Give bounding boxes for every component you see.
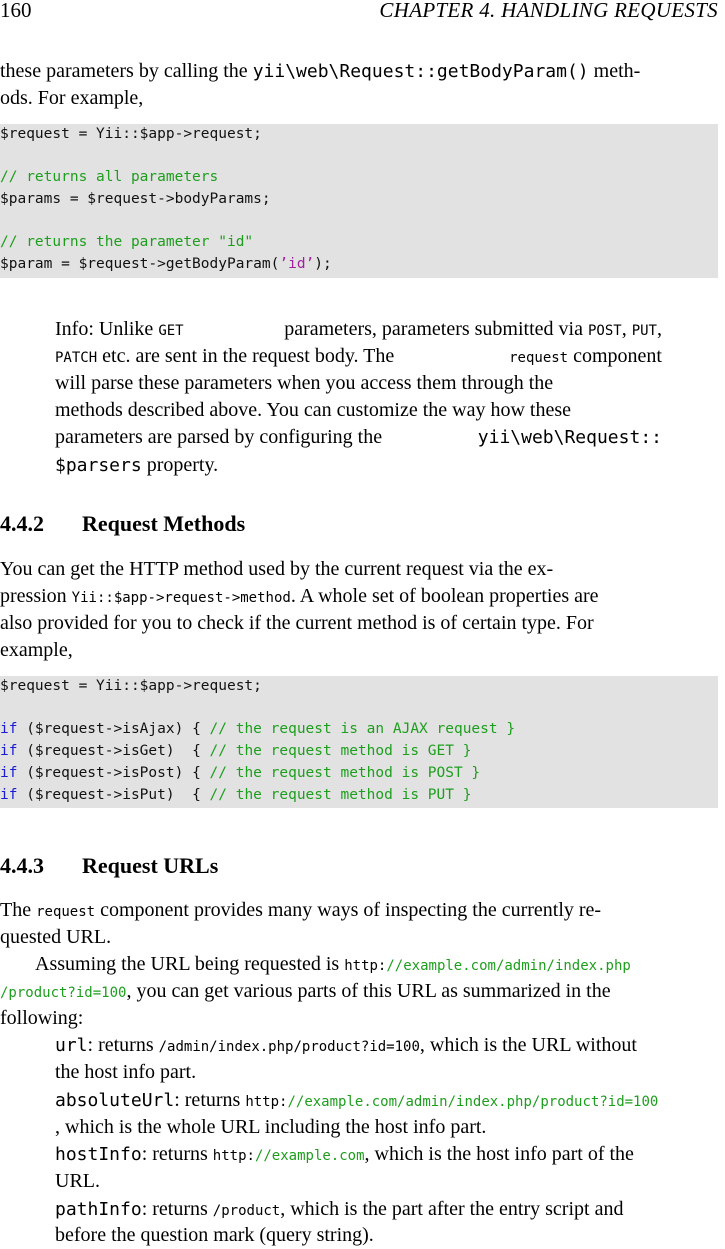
def-host-info-cont: URL.	[55, 1170, 100, 1192]
def-path-info: pathInfo: returns /product, which is the part after the entry script and	[55, 1198, 624, 1220]
code-block-body-params	[0, 124, 718, 278]
code-line: $request = Yii::$app->request;	[0, 678, 262, 694]
methods-line-3: also provided for you to check if the current method is of certain type. For	[0, 612, 594, 634]
term: pathInfo	[55, 1199, 142, 1220]
code-line: if ($request->isGet) { // the request method is GET }	[0, 743, 472, 759]
def-url-cont: the host info part.	[55, 1061, 197, 1083]
code-line: $param = $request->getBodyParam(’id’);	[0, 256, 332, 272]
methods-line-1: You can get the HTTP method used by the current request via the ex-	[0, 558, 554, 580]
code-line: if ($request->isAjax) { // the request is an AJAX request }	[0, 721, 516, 737]
inline-code: Yii::$app->request->method	[71, 590, 291, 606]
code-comment: // returns the parameter "id"	[0, 234, 254, 250]
section-heading-request-methods	[0, 511, 245, 537]
code-line: if ($request->isPut) { // the request method is PUT }	[0, 787, 472, 803]
intro-line-2: ods. For example,	[0, 87, 144, 109]
inline-code: yii\web\Request::getBodyParam()	[252, 61, 589, 82]
def-path-info-cont: before the question mark (query string).	[55, 1224, 374, 1246]
url-link: //example.com/admin/index.php/product?id=100	[287, 1094, 659, 1110]
url-link: //example.com	[254, 1148, 365, 1164]
term: hostInfo	[55, 1144, 142, 1165]
section-number: 4.4.3	[0, 853, 44, 878]
methods-line-2: pression Yii::$app->request->method. A whole set of boolean properties are	[0, 585, 599, 607]
code-line: $request = Yii::$app->request;	[0, 126, 262, 142]
url-link: //example.com/admin/index.php	[386, 958, 631, 974]
section-heading-request-urls	[0, 853, 218, 879]
urls-line-4: /product?id=100, you can get various parts of this URL as summarized in the	[0, 980, 611, 1002]
def-url: url: returns /admin/index.php/product?id=100, which is the URL without	[55, 1034, 637, 1056]
urls-line-3: Assuming the URL being requested is http://example.com/admin/index.php	[35, 953, 631, 975]
code-block-methods	[0, 676, 718, 808]
urls-line-5: following:	[0, 1007, 84, 1029]
def-absolute-url-cont: , which is the whole URL including the host info part.	[55, 1116, 487, 1138]
urls-line-1: The request component provides many ways of inspecting the currently re-	[0, 899, 602, 921]
term: absoluteUrl	[55, 1090, 175, 1111]
code-comment: // returns all parameters	[0, 169, 219, 185]
intro-line-1: these parameters by calling the yii\web\Request::getBodyParam() meth-	[0, 60, 641, 82]
url-scheme: http:	[344, 958, 387, 974]
def-absolute-url: absoluteUrl: returns http://example.com/admin/index.php/product?id=100	[55, 1089, 659, 1111]
urls-line-2: quested URL.	[0, 926, 112, 948]
term: url	[55, 1035, 88, 1056]
section-title: Request URLs	[82, 853, 219, 878]
url-link: /product?id=100	[0, 985, 127, 1001]
chapter-title: CHAPTER 4. HANDLING REQUESTS	[379, 0, 718, 22]
section-title: Request Methods	[82, 511, 246, 536]
page-number: 160	[0, 0, 32, 22]
code-string: ’id’	[279, 256, 315, 272]
def-host-info: hostInfo: returns http://example.com, which is the host info part of the	[55, 1143, 634, 1165]
running-header	[0, 0, 718, 24]
code-line: $params = $request->bodyParams;	[0, 191, 271, 207]
methods-line-4: example,	[0, 639, 73, 661]
section-number: 4.4.2	[0, 511, 44, 536]
code-line: if ($request->isPost) { // the request method is POST }	[0, 765, 481, 781]
